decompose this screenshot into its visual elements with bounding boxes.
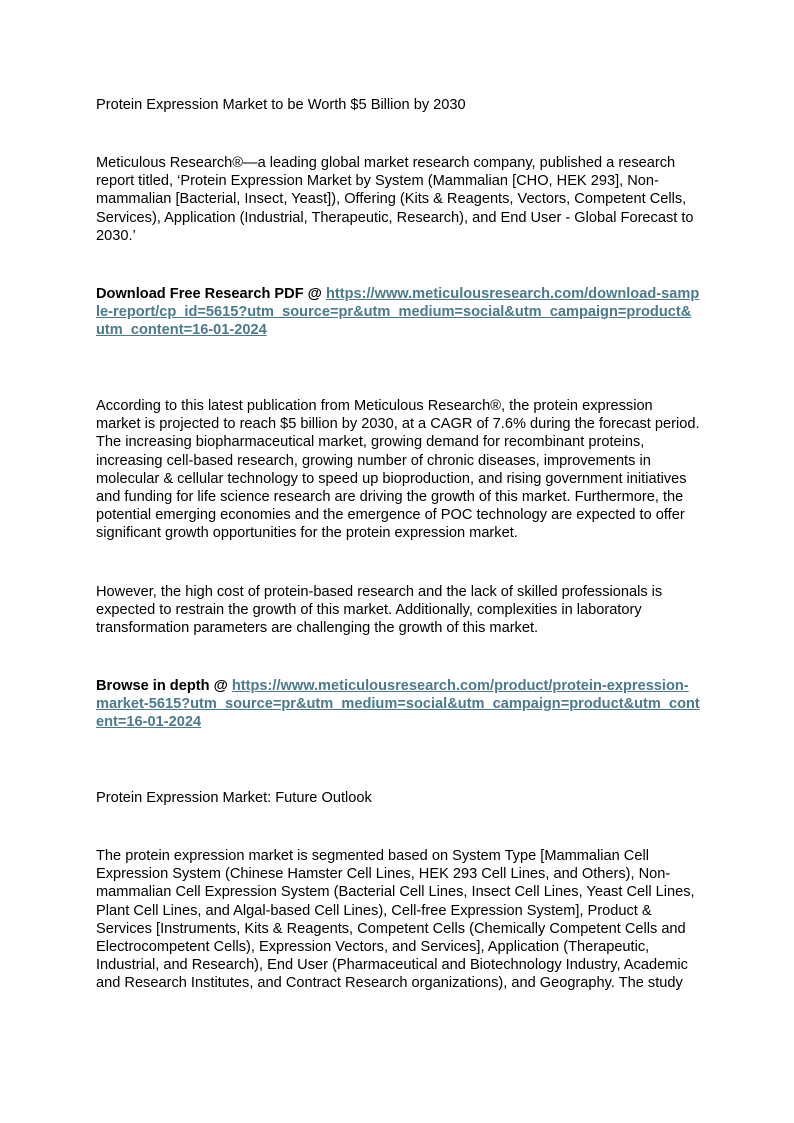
intro-paragraph: Meticulous Research®—a leading global market research company, published a research report titled, ‘Protein Expression Market by System (Mammalian [CHO, HEK 293], Non-mammalian [Bacterial, Insect, Yeast]), Offering (Kits & Reagents, Vectors, Competent Cells, Services), Application (Industrial, Therapeutic, Research), and End User - Global Forecast to 2030.’: [96, 155, 694, 244]
market-overview-paragraph: According to this latest publication from Meticulous Research®, the protein expression market is projected to reach $5 billion by 2030, at a CAGR of 7.6% during the forecast period. The increasing biopharmaceutical market, growing demand for recombinant proteins, increasing cell-based research, growing number of chronic diseases, improvements in molecular & cellular technology to speed up bioproduction, and rising government initiatives and funding for life science research are driving the growth of this market. Furthermore, the potential emerging economies and the emergence of POC technology are expected to offer significant growth opportunities for the protein expression market.: [96, 398, 700, 542]
market-restraints-paragraph: However, the high cost of protein-based research and the lack of skilled professionals is expected to restrain the growth of this market. Additionally, complexities in laboratory transformation parameters are challenging the growth of this market.: [96, 584, 663, 637]
browse-in-depth-line: [96, 677, 700, 732]
download-pdf-line: [96, 285, 700, 340]
future-outlook-heading: Protein Expression Market: Future Outlook: [96, 790, 372, 806]
segmentation-paragraph: The protein expression market is segmented based on System Type [Mammalian Cell Expression System (Chinese Hamster Cell Lines, HEK 293 Cell Lines, and Others), Non-mammalian Cell Expression System (Bacterial Cell Lines, Insect Cell Lines, Yeast Cell Lines, Plant Cell Lines, and Algal-based Cell Lines), Cell-free Expression System], Product & Services [Instruments, Kits & Reagents, Competent Cells (Chemically Competent Cells and Electrocompetent Cells), Expression Vectors, and Services], Application (Therapeutic, Industrial, and Research), End User (Pharmaceutical and Biotechnology Industry, Academic and Research Institutes, and Contract Research organizations), and Geography. The study: [96, 848, 695, 992]
browse-in-depth-label: Browse in depth @: [96, 678, 232, 694]
download-pdf-label: Download Free Research PDF @: [96, 286, 326, 302]
document-title: Protein Expression Market to be Worth $5 Billion by 2030: [96, 97, 466, 113]
download-pdf-link[interactable]: https://www.meticulousresearch.com/download-sample-report/cp_id=5615?utm_source=pr&utm_medium=social&utm_campaign=product&utm_content=16-01-2024: [96, 286, 700, 339]
browse-in-depth-link[interactable]: https://www.meticulousresearch.com/product/protein-expression-market-5615?utm_source=pr&utm_medium=social&utm_campaign=product&utm_content=16-01-2024: [96, 678, 700, 731]
